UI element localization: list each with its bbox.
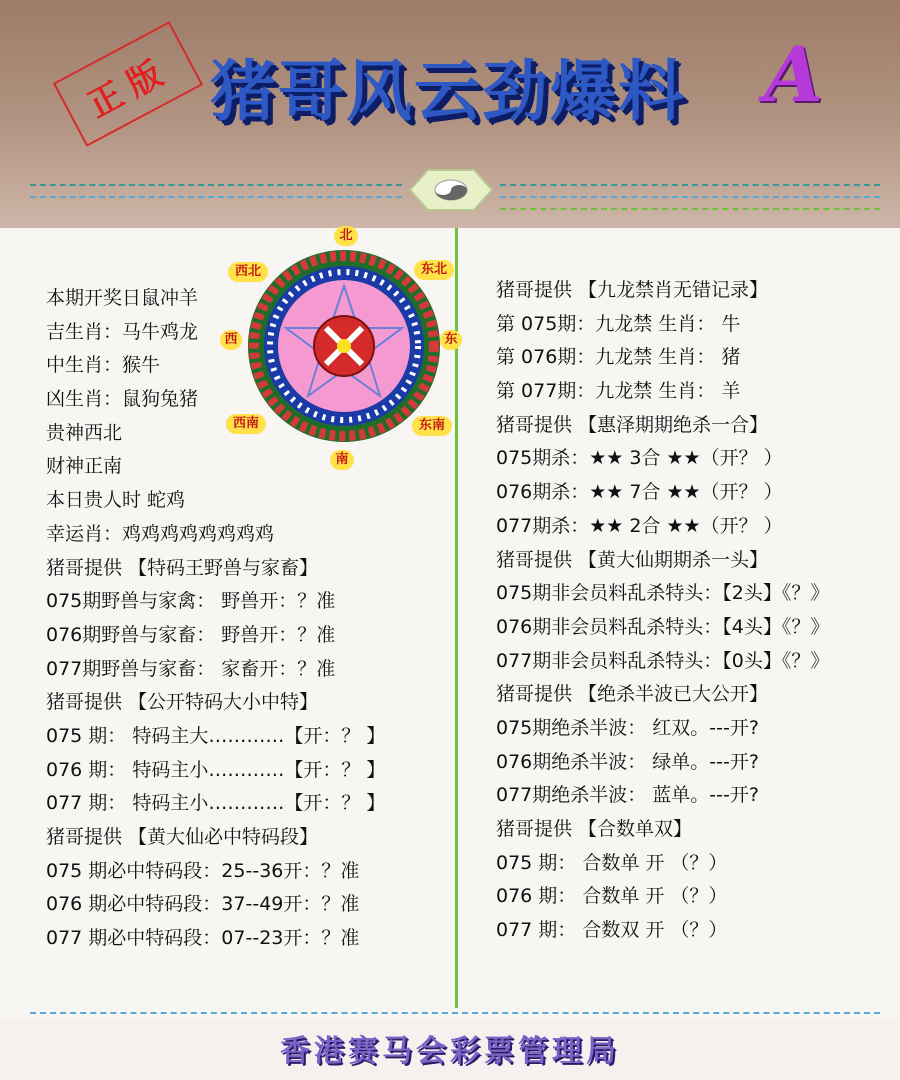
list-item: 076 期： 特码主小…………【开：？ 】 xyxy=(46,758,386,781)
section-heading: 猪哥提供 【惠泽期期绝杀一合】 xyxy=(496,413,769,436)
bagua-emblem-icon xyxy=(408,168,494,212)
list-item: 第 075期：九龙禁 生肖： 牛 xyxy=(496,312,741,335)
divider-line xyxy=(30,184,402,186)
list-item: 财神正南 xyxy=(46,455,123,478)
footer-divider xyxy=(30,1012,880,1014)
list-item: 077 期： 合数双 开 （？） xyxy=(496,919,728,942)
direction-label: 东 xyxy=(440,330,462,350)
list-item: 077期非会员料乱杀特头：【0头】《？》 xyxy=(496,649,830,672)
section-heading: 猪哥提供 【黄大仙期期杀一头】 xyxy=(496,548,769,571)
edition-letter: A xyxy=(764,30,823,119)
left-column xyxy=(46,282,385,956)
list-item: 076期非会员料乱杀特头：【4头】《？》 xyxy=(496,615,830,638)
list-item: 076期杀：★★ 7合 ★★（开？ ） xyxy=(496,481,783,504)
divider-line xyxy=(500,196,880,198)
list-item: 中生肖：猴牛 xyxy=(46,354,161,377)
list-item: 077期绝杀半波： 蓝单。---开? xyxy=(496,784,759,807)
list-item: 076期绝杀半波： 绿单。---开? xyxy=(496,750,759,773)
divider-line xyxy=(30,196,402,198)
list-item: 075期绝杀半波： 红双。---开? xyxy=(496,716,759,739)
list-item: 第 076期：九龙禁 生肖： 猪 xyxy=(496,346,741,369)
section-heading: 猪哥提供 【特码王野兽与家畜】 xyxy=(46,556,319,579)
direction-label: 北 xyxy=(334,226,358,246)
list-item: 076期野兽与家畜： 野兽开：？准 xyxy=(46,623,336,646)
direction-label: 东南 xyxy=(412,416,452,436)
list-item: 本期开奖日鼠冲羊 xyxy=(46,287,199,309)
list-item: 076 期必中特码段：37--49开：？准 xyxy=(46,893,360,916)
list-item: 贵神西北 xyxy=(46,421,123,444)
section-heading: 猪哥提供 【合数单双】 xyxy=(496,818,693,840)
section-heading: 猪哥提供 【公开特码大小中特】 xyxy=(46,691,319,714)
list-item: 076 期： 合数单 开 （？） xyxy=(496,885,728,908)
list-item: 凶生肖：鼠狗兔猪 xyxy=(46,388,199,411)
page-title: 猪哥风云劲爆料 xyxy=(210,52,686,130)
list-item: 第 077期：九龙禁 生肖： 羊 xyxy=(496,380,741,403)
authentic-stamp: 正版 xyxy=(53,21,203,147)
direction-label: 西北 xyxy=(228,262,268,282)
list-item: 075期非会员料乱杀特头：【2头】《？》 xyxy=(496,582,830,605)
divider-line xyxy=(500,208,880,210)
list-item: 幸运肖：鸡鸡鸡鸡鸡鸡鸡鸡 xyxy=(46,522,275,545)
list-item: 077 期必中特码段：07--23开：？准 xyxy=(46,927,360,950)
list-item: 075 期必中特码段：25--36开：？准 xyxy=(46,859,360,882)
list-item: 077期野兽与家畜： 家畜开：？准 xyxy=(46,657,336,680)
section-heading: 猪哥提供 【九龙禁肖无错记录】 xyxy=(496,279,769,301)
footer-text: 香港赛马会彩票管理局 xyxy=(280,1034,620,1069)
list-item: 吉生肖：马牛鸡龙 xyxy=(46,320,199,343)
list-item: 本日贵人时 蛇鸡 xyxy=(46,489,186,512)
list-item: 077期杀：★★ 2合 ★★（开？ ） xyxy=(496,514,783,537)
direction-label: 东北 xyxy=(414,260,454,280)
divider-line xyxy=(500,184,880,186)
list-item: 075期杀：★★ 3合 ★★（开？ ） xyxy=(496,447,783,470)
list-item: 075 期： 合数单 开 （？） xyxy=(496,851,728,874)
section-heading: 猪哥提供 【黄大仙必中特码段】 xyxy=(46,826,319,848)
list-item: 077 期： 特码主小…………【开：？ 】 xyxy=(46,792,386,815)
direction-label: 西南 xyxy=(226,414,266,434)
direction-label: 西 xyxy=(220,330,242,350)
direction-label: 南 xyxy=(330,450,354,470)
list-item: 075期野兽与家禽： 野兽开：？准 xyxy=(46,590,336,613)
list-item: 075 期： 特码主大…………【开：？ 】 xyxy=(46,724,386,747)
section-heading: 猪哥提供 【绝杀半波已大公开】 xyxy=(496,683,769,706)
right-column xyxy=(496,274,829,948)
